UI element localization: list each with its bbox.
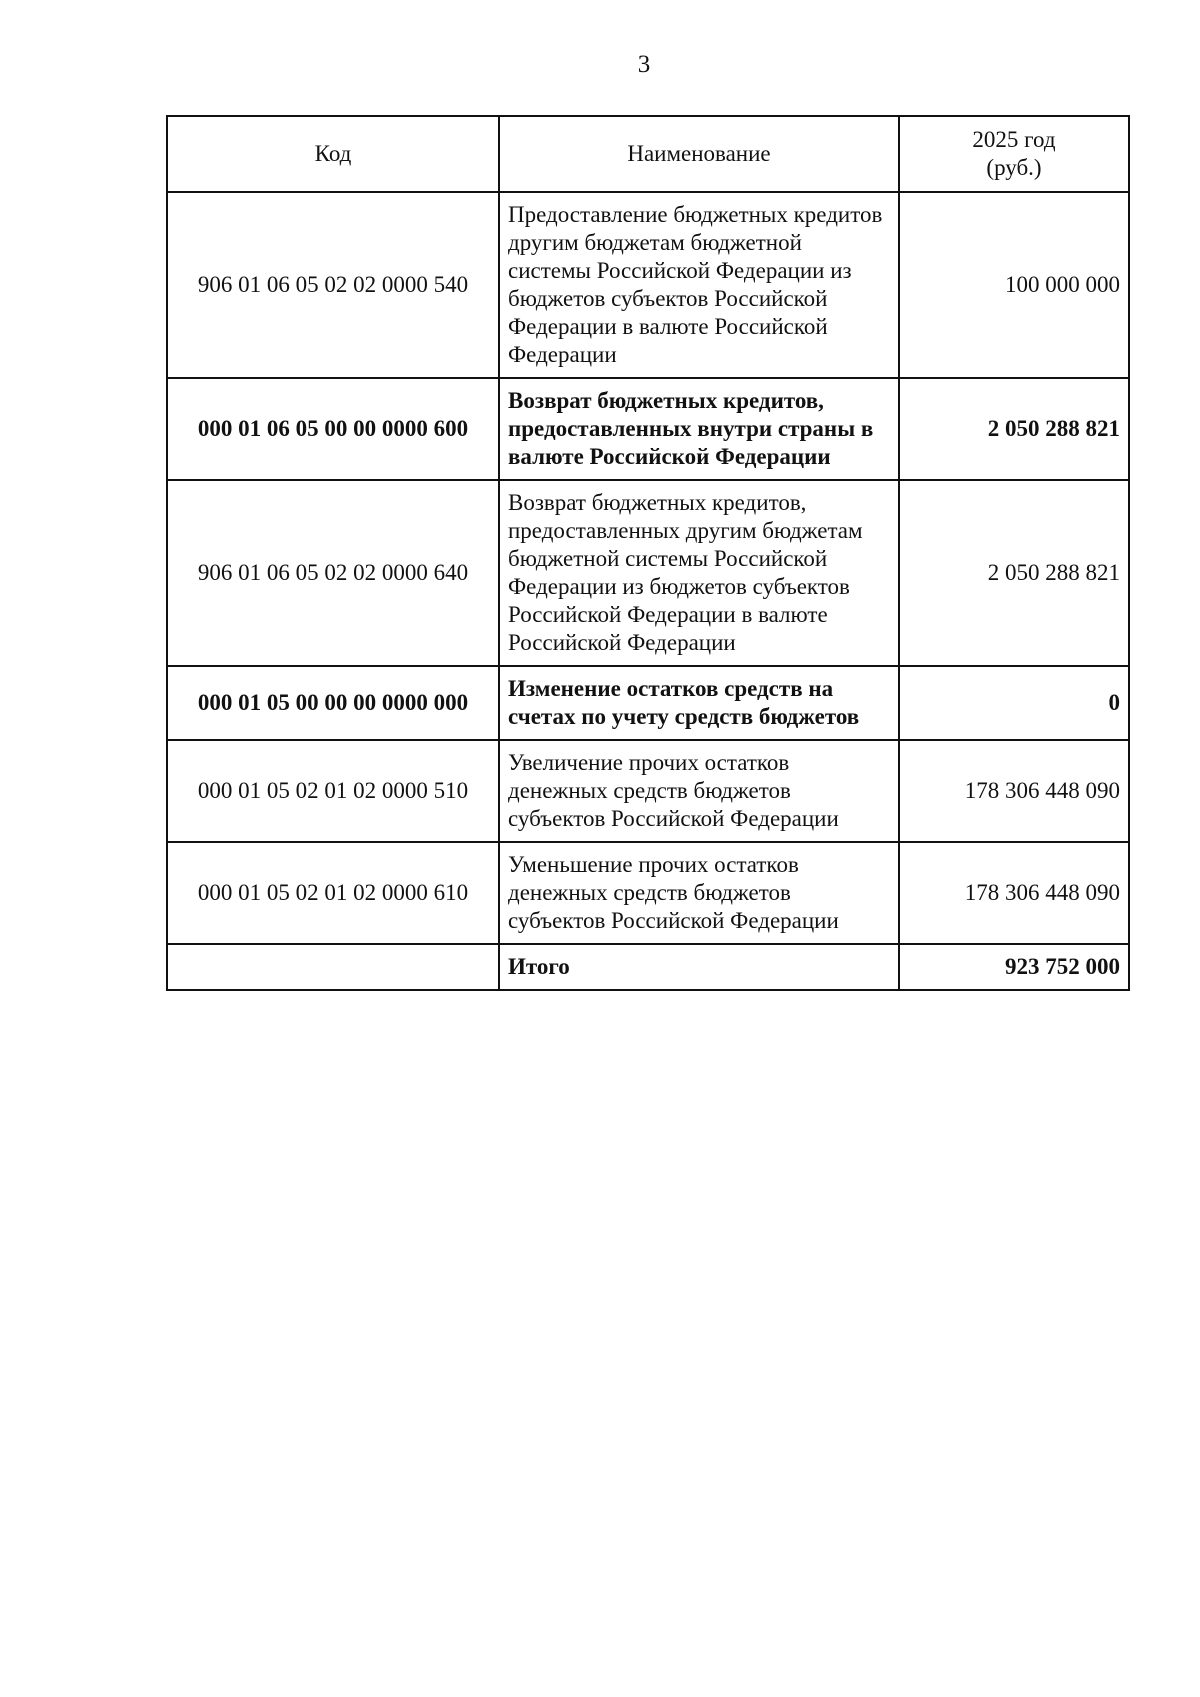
budget-sources-table	[166, 115, 1130, 991]
header-year-label: 2025 год	[972, 127, 1056, 152]
row-code: 000 01 05 00 00 00 0000 000	[167, 666, 499, 740]
table-row	[167, 740, 1129, 842]
header-year	[899, 116, 1129, 192]
row-amount: 178 306 448 090	[899, 842, 1129, 944]
header-code: Код	[167, 116, 499, 192]
row-code: 000 01 05 02 01 02 0000 610	[167, 842, 499, 944]
row-amount: 178 306 448 090	[899, 740, 1129, 842]
row-name: Возврат бюджетных кредитов, предоставленных внутри страны в валюте Российской Федерации	[499, 378, 899, 480]
table-row	[167, 192, 1129, 378]
table-row	[167, 842, 1129, 944]
total-code	[167, 944, 499, 990]
row-name: Изменение остатков средств на счетах по учету средств бюджетов	[499, 666, 899, 740]
total-amount: 923 752 000	[899, 944, 1129, 990]
row-code: 000 01 05 02 01 02 0000 510	[167, 740, 499, 842]
row-code: 906 01 06 05 02 02 0000 640	[167, 480, 499, 666]
row-amount: 2 050 288 821	[899, 480, 1129, 666]
total-label: Итого	[499, 944, 899, 990]
table-total-row	[167, 944, 1129, 990]
page-number: 3	[637, 51, 651, 78]
header-name: Наименование	[499, 116, 899, 192]
row-amount: 100 000 000	[899, 192, 1129, 378]
table-row-section	[167, 666, 1129, 740]
table-header-row	[167, 116, 1129, 192]
header-unit-label: (руб.)	[986, 155, 1042, 180]
table-row-section	[167, 378, 1129, 480]
table-row	[167, 480, 1129, 666]
row-name: Увеличение прочих остатков денежных средств бюджетов субъектов Российской Федерации	[499, 740, 899, 842]
row-name: Уменьшение прочих остатков денежных средств бюджетов субъектов Российской Федерации	[499, 842, 899, 944]
row-amount: 2 050 288 821	[899, 378, 1129, 480]
row-code: 000 01 06 05 00 00 0000 600	[167, 378, 499, 480]
row-name: Возврат бюджетных кредитов, предоставленных другим бюджетам бюджетной системы Российской Федерации из бюджетов субъектов Российской Федерации в валюте Российской Федерации	[499, 480, 899, 666]
row-name: Предоставление бюджетных кредитов другим бюджетам бюджетной системы Российской Федерации из бюджетов субъектов Российской Федерации в валюте Российской Федерации	[499, 192, 899, 378]
row-amount: 0	[899, 666, 1129, 740]
row-code: 906 01 06 05 02 02 0000 540	[167, 192, 499, 378]
